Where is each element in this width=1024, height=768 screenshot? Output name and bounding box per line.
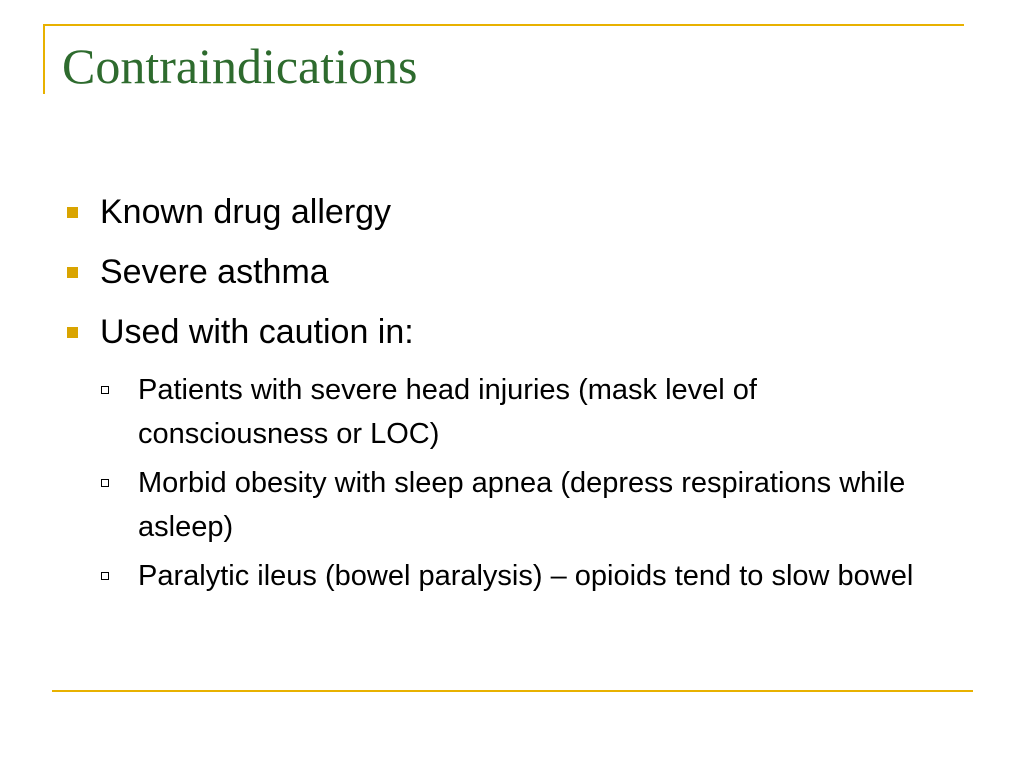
bullet-item: [62, 188, 962, 236]
sub-bullet-text: Patients with severe head injuries (mask level of consciousness or LOC): [138, 374, 757, 450]
bullet-text: Used with caution in:: [100, 313, 414, 351]
sub-bullet-text: Morbid obesity with sleep apnea (depress respirations while asleep): [138, 467, 906, 543]
sub-bullet-text: Paralytic ileus (bowel paralysis) – opioids tend to slow bowel: [138, 560, 914, 592]
sub-bullet-item: [98, 554, 928, 598]
bottom-divider: [52, 690, 973, 692]
slide-title: Contraindications: [62, 38, 418, 94]
sub-bullet-list: [98, 368, 928, 603]
sub-bullet-item: [98, 461, 928, 549]
bullet-text: Severe asthma: [100, 253, 329, 291]
square-bullet-icon: [67, 327, 78, 338]
bullet-item: [62, 248, 962, 296]
hollow-square-bullet-icon: [101, 479, 109, 487]
hollow-square-bullet-icon: [101, 386, 109, 394]
square-bullet-icon: [67, 267, 78, 278]
square-bullet-icon: [67, 207, 78, 218]
bullet-text: Known drug allergy: [100, 193, 392, 231]
top-divider: [43, 24, 964, 26]
hollow-square-bullet-icon: [101, 572, 109, 580]
sub-bullet-item: [98, 368, 928, 456]
bullet-list: [62, 188, 962, 368]
bullet-item: [62, 308, 962, 356]
left-divider: [43, 24, 45, 94]
